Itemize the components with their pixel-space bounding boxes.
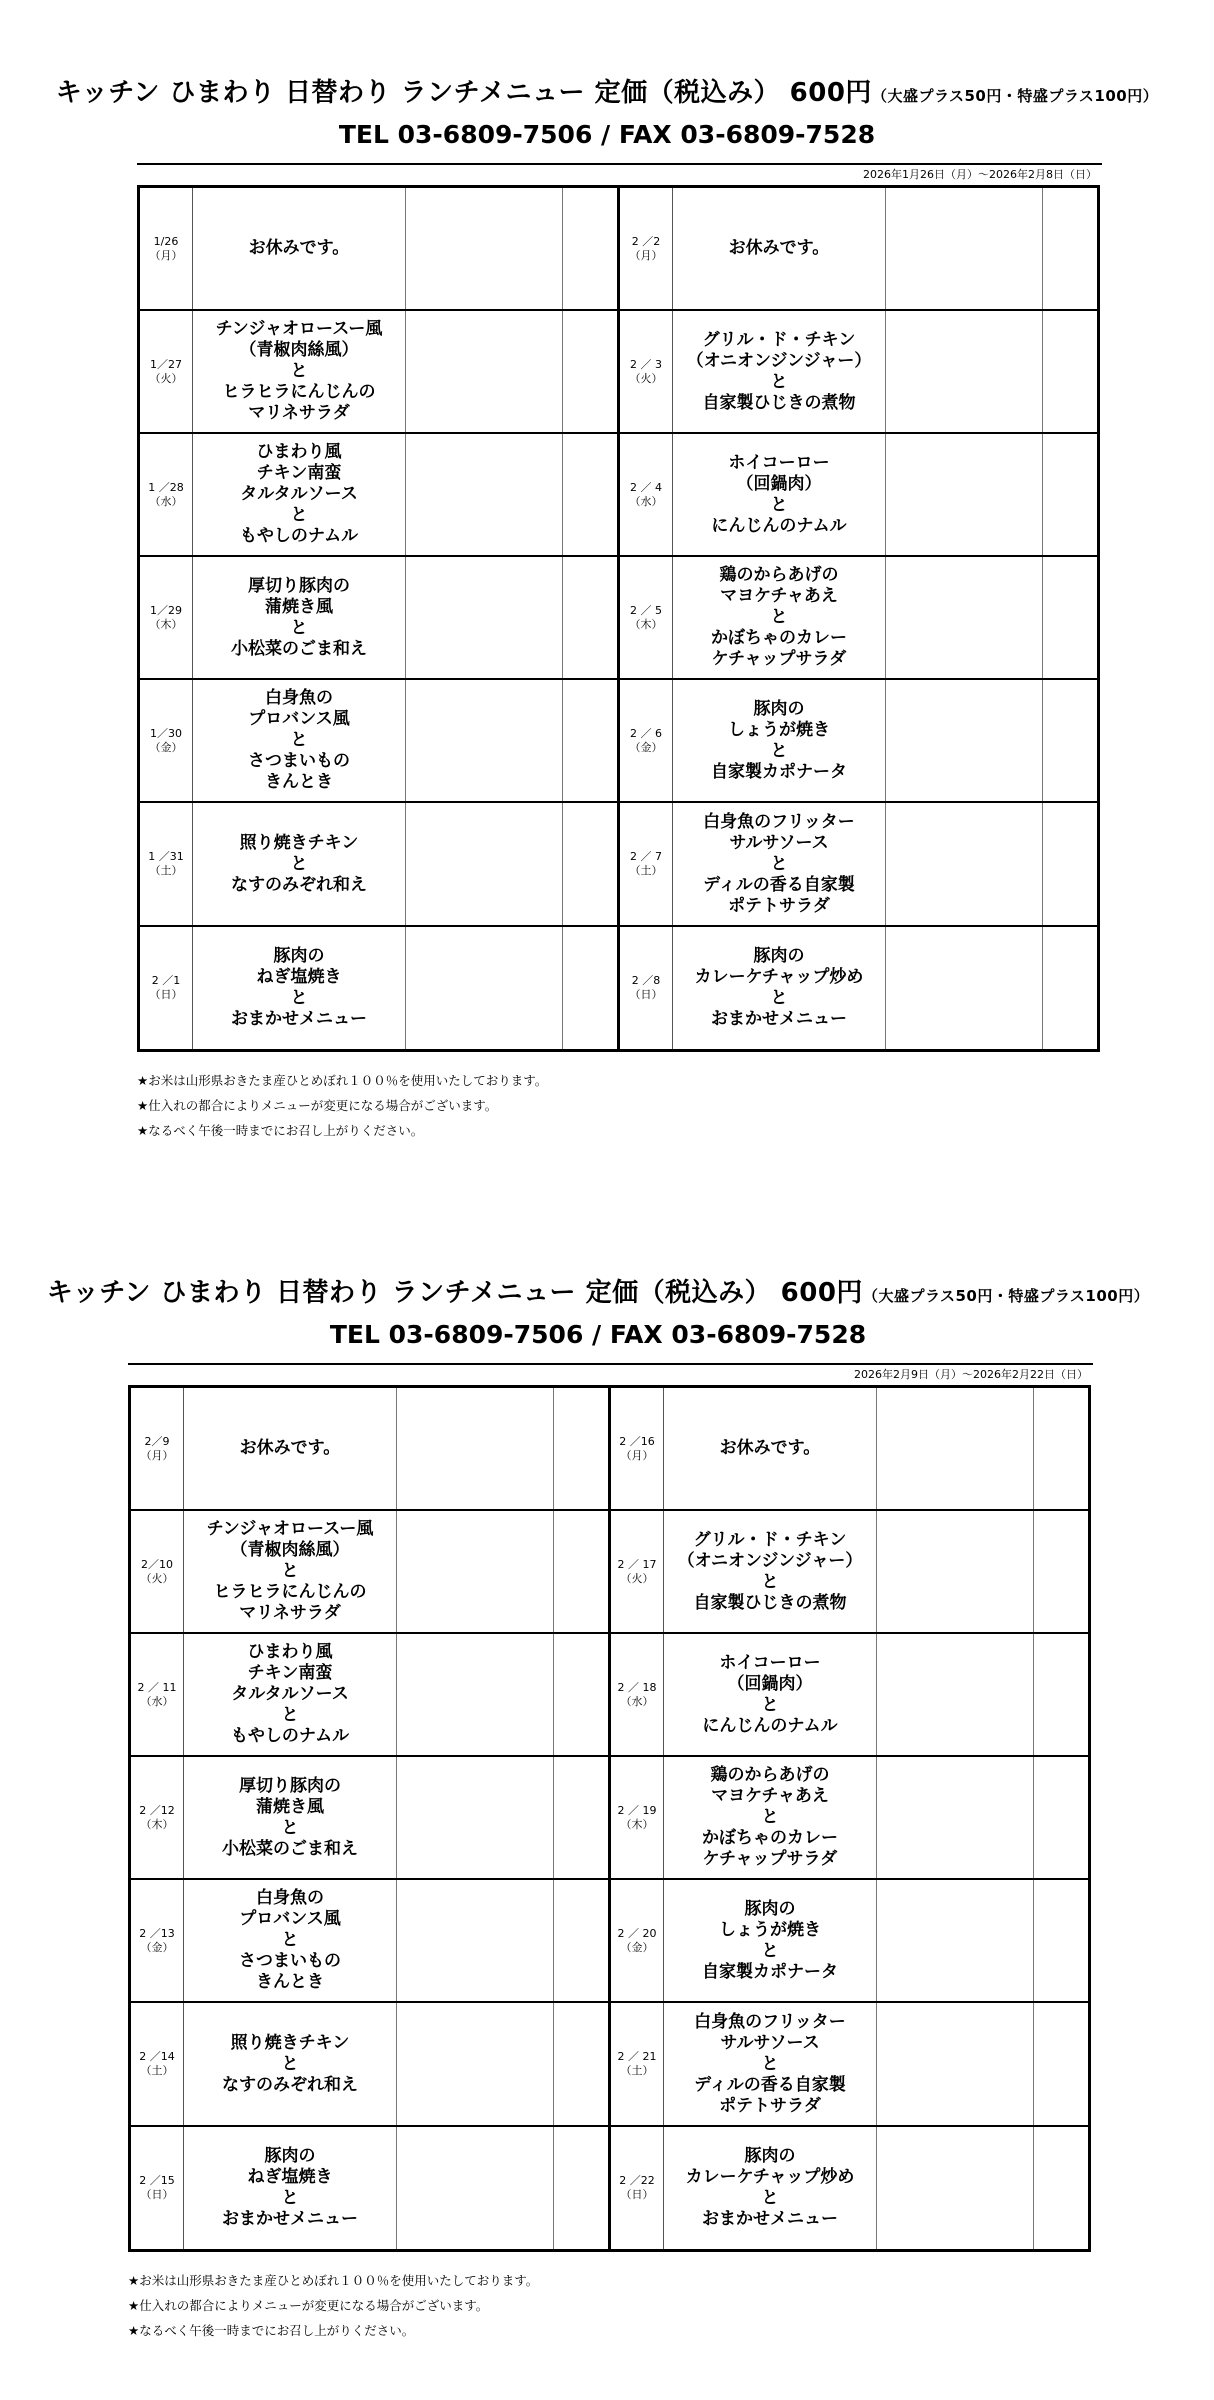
date-cell — [131, 1757, 184, 1878]
date-label: 2 ／ 3 （火） — [629, 357, 663, 385]
menu-cell: お休みです。 — [664, 1388, 877, 1509]
menu-row — [620, 434, 1097, 557]
date-label: 1/26 （月） — [149, 234, 183, 262]
date-cell — [620, 311, 673, 432]
date-cell — [620, 434, 673, 555]
date-cell — [611, 1880, 664, 2001]
menu-row — [131, 1388, 608, 1511]
date-cell — [140, 803, 193, 925]
blank-cell — [877, 1388, 1034, 1509]
blank-cell — [554, 1757, 608, 1878]
blank-cell — [554, 1388, 608, 1509]
menu-cell: ひまわり風 チキン南蛮 タルタルソース と もやしのナムル — [193, 434, 406, 555]
note-line: ★お米は山形県おきたま産ひとめぼれ１００％を使用いたしております。 — [137, 1073, 548, 1088]
date-cell — [620, 188, 673, 309]
menu-row — [620, 803, 1097, 927]
menu-row — [620, 557, 1097, 680]
blank-cell — [406, 803, 563, 925]
blank-cell — [397, 2127, 554, 2249]
menu-row — [620, 188, 1097, 311]
blank-cell — [554, 1511, 608, 1632]
blank-cell — [1043, 311, 1097, 432]
blank-cell — [886, 927, 1043, 1049]
menu-cell: お休みです。 — [193, 188, 406, 309]
date-cell — [131, 1511, 184, 1632]
menu-row — [611, 1511, 1088, 1634]
date-label: 2／10 （火） — [140, 1557, 174, 1585]
menu-row — [131, 2003, 608, 2127]
date-label: 2 ／15 （日） — [139, 2174, 175, 2201]
header-rule — [137, 163, 1102, 165]
blank-cell — [406, 434, 563, 555]
note-line: ★仕入れの都合によりメニューが変更になる場合がございます。 — [137, 1098, 498, 1113]
menu-row — [131, 1634, 608, 1757]
menu-row — [140, 927, 617, 1049]
menu-sheet-2 — [0, 1200, 1205, 2400]
date-label: 2 ／ 21 （土） — [617, 2050, 657, 2077]
note-line: ★なるべく午後一時までにお召し上がりください。 — [137, 1123, 424, 1138]
date-label: 2 ／ 11 （水） — [137, 1680, 177, 1708]
note-line: ★仕入れの都合によりメニューが変更になる場合がございます。 — [128, 2298, 489, 2313]
menu-cell: 鶏のからあげの マヨケチャあえ と かぼちゃのカレー ケチャップサラダ — [673, 557, 886, 678]
date-cell — [131, 2003, 184, 2125]
menu-row — [131, 2127, 608, 2249]
notes — [137, 1068, 547, 1143]
date-cell — [620, 927, 673, 1049]
date-cell — [131, 1388, 184, 1509]
date-label: 1／29 （木） — [149, 603, 183, 631]
menu-row — [611, 2003, 1088, 2127]
menu-cell: 白身魚のフリッター サルサソース と ディルの香る自家製 ポテトサラダ — [664, 2003, 877, 2125]
menu-row — [611, 2127, 1088, 2249]
blank-cell — [1034, 2003, 1088, 2125]
date-cell — [140, 434, 193, 555]
menu-row — [140, 188, 617, 311]
menu-row — [131, 1880, 608, 2003]
menu-row — [140, 557, 617, 680]
date-cell — [140, 557, 193, 678]
blank-cell — [563, 311, 617, 432]
header-rule — [128, 1363, 1093, 1365]
blank-cell — [1034, 1757, 1088, 1878]
menu-cell: 白身魚の プロバンス風 と さつまいもの きんとき — [184, 1880, 397, 2001]
blank-cell — [877, 2127, 1034, 2249]
date-label: 2 ／ 6 （金） — [629, 726, 663, 754]
menu-cell: 厚切り豚肉の 蒲焼き風 と 小松菜のごま和え — [184, 1757, 397, 1878]
blank-cell — [554, 1634, 608, 1755]
menu-row — [620, 680, 1097, 803]
menu-cell: グリル・ド・チキン （オニオンジンジャー） と 自家製ひじきの煮物 — [673, 311, 886, 432]
blank-cell — [1043, 188, 1097, 309]
blank-cell — [1034, 1511, 1088, 1632]
menu-grid — [137, 185, 1100, 1052]
blank-cell — [397, 1511, 554, 1632]
blank-cell — [406, 188, 563, 309]
menu-row — [611, 1634, 1088, 1757]
blank-cell — [1043, 927, 1097, 1049]
date-cell — [620, 680, 673, 801]
menu-row — [611, 1388, 1088, 1511]
blank-cell — [397, 1388, 554, 1509]
tel-fax-line: TEL 03-6809-7506 / FAX 03-6809-7528 — [338, 120, 876, 149]
menu-column-left — [131, 1388, 611, 2249]
date-cell — [131, 1880, 184, 2001]
menu-row — [140, 311, 617, 434]
blank-cell — [563, 188, 617, 309]
date-label: 1 ／28 （水） — [148, 480, 184, 508]
date-cell — [140, 927, 193, 1049]
date-cell — [611, 1388, 664, 1509]
tel-fax-line: TEL 03-6809-7506 / FAX 03-6809-7528 — [329, 1320, 867, 1349]
menu-column-right — [620, 188, 1097, 1049]
date-cell — [611, 2003, 664, 2125]
blank-cell — [1043, 434, 1097, 555]
menu-cell: 照り焼きチキン と なすのみぞれ和え — [184, 2003, 397, 2125]
menu-cell: お休みです。 — [184, 1388, 397, 1509]
note-line: ★なるべく午後一時までにお召し上がりください。 — [128, 2323, 415, 2338]
blank-cell — [563, 680, 617, 801]
blank-cell — [554, 1880, 608, 2001]
menu-row — [620, 311, 1097, 434]
date-label: 2 ／12 （木） — [139, 1803, 175, 1831]
date-label: 2 ／2 （月） — [629, 234, 663, 262]
menu-cell: 豚肉の ねぎ塩焼き と おまかせメニュー — [184, 2127, 397, 2249]
blank-cell — [886, 434, 1043, 555]
menu-cell: チンジャオロースー風 （青椒肉絲風） と ヒラヒラにんじんの マリネサラダ — [193, 311, 406, 432]
menu-cell: 厚切り豚肉の 蒲焼き風 と 小松菜のごま和え — [193, 557, 406, 678]
title-main: キッチン ひまわり 日替わり ランチメニュー 定価（税込み） 600円 — [46, 1278, 863, 1308]
date-label: 2 ／ 20 （金） — [617, 1926, 657, 1954]
date-label: 2 ／ 5 （木） — [629, 603, 663, 631]
date-label: 2 ／ 17 （火） — [617, 1557, 657, 1585]
menu-column-right — [611, 1388, 1088, 2249]
menu-row — [131, 1757, 608, 1880]
blank-cell — [406, 311, 563, 432]
blank-cell — [554, 2003, 608, 2125]
date-label: 2 ／ 4 （水） — [629, 480, 663, 508]
title-main: キッチン ひまわり 日替わり ランチメニュー 定価（税込み） 600円 — [55, 78, 872, 108]
title-sub: （大盛プラス50円・特盛プラス100円） — [871, 87, 1159, 105]
date-label: 2 ／8 （日） — [629, 974, 663, 1001]
date-label: 2 ／14 （土） — [139, 2050, 175, 2077]
date-cell — [620, 803, 673, 925]
menu-cell: 白身魚のフリッター サルサソース と ディルの香る自家製 ポテトサラダ — [673, 803, 886, 925]
blank-cell — [877, 1880, 1034, 2001]
blank-cell — [886, 680, 1043, 801]
date-label: 2 ／13 （金） — [139, 1926, 175, 1954]
date-label: 2 ／1 （日） — [149, 974, 183, 1001]
menu-row — [140, 434, 617, 557]
blank-cell — [1043, 680, 1097, 801]
menu-column-left — [140, 188, 620, 1049]
menu-row — [611, 1880, 1088, 2003]
date-cell — [131, 2127, 184, 2249]
menu-cell: ホイコーロー （回鍋肉） と にんじんのナムル — [673, 434, 886, 555]
blank-cell — [397, 1880, 554, 2001]
blank-cell — [877, 2003, 1034, 2125]
blank-cell — [886, 188, 1043, 309]
menu-cell: ホイコーロー （回鍋肉） と にんじんのナムル — [664, 1634, 877, 1755]
date-cell — [140, 680, 193, 801]
date-label: 1 ／31 （土） — [148, 850, 184, 877]
blank-cell — [877, 1757, 1034, 1878]
date-label: 2／9 （月） — [140, 1434, 174, 1462]
blank-cell — [397, 1634, 554, 1755]
blank-cell — [877, 1634, 1034, 1755]
blank-cell — [406, 557, 563, 678]
sheet-title — [0, 1272, 1205, 1309]
blank-cell — [1034, 1880, 1088, 2001]
blank-cell — [886, 557, 1043, 678]
blank-cell — [877, 1511, 1034, 1632]
date-cell — [140, 311, 193, 432]
date-label: 2 ／22 （日） — [619, 2174, 655, 2201]
date-label: 2 ／ 19 （木） — [617, 1803, 657, 1831]
period-label: 2026年2月9日（月）〜2026年2月22日（日） — [854, 1368, 1088, 1381]
menu-cell: グリル・ド・チキン （オニオンジンジャー） と 自家製ひじきの煮物 — [664, 1511, 877, 1632]
title-sub: （大盛プラス50円・特盛プラス100円） — [862, 1287, 1150, 1305]
date-cell — [140, 188, 193, 309]
blank-cell — [1034, 1388, 1088, 1509]
menu-cell: 豚肉の しょうが焼き と 自家製カポナータ — [673, 680, 886, 801]
date-cell — [131, 1634, 184, 1755]
blank-cell — [886, 311, 1043, 432]
blank-cell — [563, 434, 617, 555]
date-label: 1／30 （金） — [149, 726, 183, 754]
period-label: 2026年1月26日（月）〜2026年2月8日（日） — [863, 168, 1097, 181]
blank-cell — [1043, 803, 1097, 925]
menu-cell: 豚肉の しょうが焼き と 自家製カポナータ — [664, 1880, 877, 2001]
date-cell — [620, 557, 673, 678]
blank-cell — [406, 927, 563, 1049]
note-line: ★お米は山形県おきたま産ひとめぼれ１００％を使用いたしております。 — [128, 2273, 539, 2288]
blank-cell — [406, 680, 563, 801]
date-cell — [611, 1634, 664, 1755]
blank-cell — [1034, 2127, 1088, 2249]
date-label: 2 ／ 7 （土） — [629, 850, 663, 877]
menu-row — [140, 680, 617, 803]
sheet-title — [0, 72, 1214, 109]
menu-cell: 照り焼きチキン と なすのみぞれ和え — [193, 803, 406, 925]
blank-cell — [397, 2003, 554, 2125]
menu-row — [611, 1757, 1088, 1880]
menu-row — [131, 1511, 608, 1634]
date-cell — [611, 1757, 664, 1878]
menu-cell: 豚肉の カレーケチャップ炒め と おまかせメニュー — [664, 2127, 877, 2249]
menu-cell: 白身魚の プロバンス風 と さつまいもの きんとき — [193, 680, 406, 801]
blank-cell — [1034, 1634, 1088, 1755]
menu-cell: 豚肉の カレーケチャップ炒め と おまかせメニュー — [673, 927, 886, 1049]
menu-cell: 鶏のからあげの マヨケチャあえ と かぼちゃのカレー ケチャップサラダ — [664, 1757, 877, 1878]
menu-cell: お休みです。 — [673, 188, 886, 309]
menu-cell: 豚肉の ねぎ塩焼き と おまかせメニュー — [193, 927, 406, 1049]
blank-cell — [563, 803, 617, 925]
blank-cell — [397, 1757, 554, 1878]
date-cell — [611, 1511, 664, 1632]
date-label: 1／27 （火） — [149, 357, 183, 385]
blank-cell — [1043, 557, 1097, 678]
date-label: 2 ／16 （月） — [619, 1434, 655, 1462]
date-label: 2 ／ 18 （水） — [617, 1680, 657, 1708]
blank-cell — [886, 803, 1043, 925]
blank-cell — [554, 2127, 608, 2249]
menu-row — [140, 803, 617, 927]
menu-row — [620, 927, 1097, 1049]
menu-grid — [128, 1385, 1091, 2252]
menu-cell: ひまわり風 チキン南蛮 タルタルソース と もやしのナムル — [184, 1634, 397, 1755]
notes — [128, 2268, 538, 2343]
blank-cell — [563, 927, 617, 1049]
menu-cell: チンジャオロースー風 （青椒肉絲風） と ヒラヒラにんじんの マリネサラダ — [184, 1511, 397, 1632]
blank-cell — [563, 557, 617, 678]
date-cell — [611, 2127, 664, 2249]
